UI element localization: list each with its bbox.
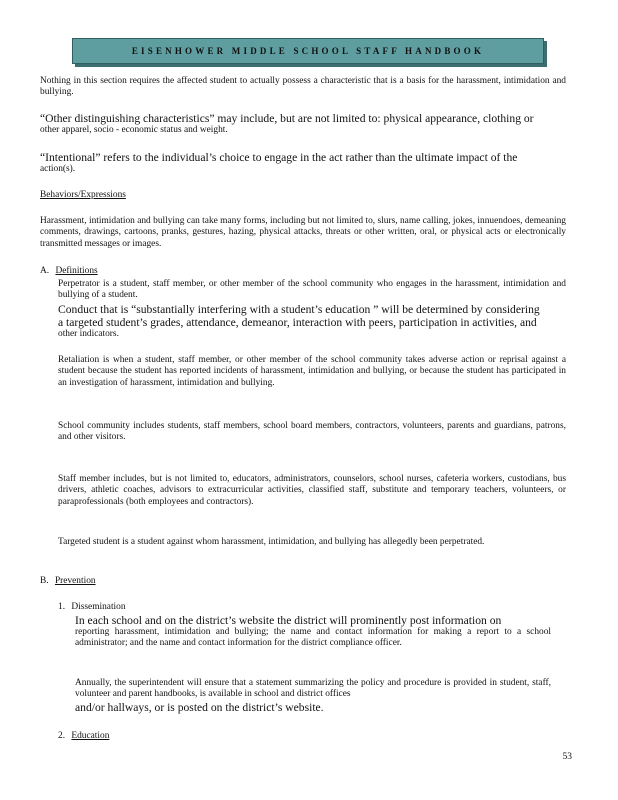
section-b-heading <box>40 576 96 587</box>
intro-paragraph-2 <box>40 112 566 136</box>
targeted-student-definition: Targeted student is a student against whom harassment, intimidation, and bullying has allegedly been perpetrated. <box>58 537 485 547</box>
intro-paragraph-3 <box>40 151 566 175</box>
section-a-title: Definitions <box>55 266 98 276</box>
section-a-heading <box>40 266 98 277</box>
school-community-definition: School community includes students, staff members, school board members, contractors, volunteers, parents and guardians, patrons, and other visitors. <box>58 421 566 443</box>
section-b-title: Prevention <box>54 576 96 586</box>
intro-paragraph-2-tail: other apparel, socio - economic status and weight. <box>40 125 228 135</box>
perpetrator-definition: Perpetrator is a student, staff member, or other member of the school community who engages in the harassment, intimidation and bullying of a student. <box>58 279 566 301</box>
education-title: Education <box>71 731 110 741</box>
conduct-lead-1: Conduct that is “substantially interfering with a student’s education ” will be determined by considering <box>58 303 540 316</box>
staff-member-definition: Staff member includes, but is not limited to, educators, administrators, counselors, school nurses, cafeteria workers, custodians, bus drivers, athletic coaches, advisors to extracurricular activities, classified staff, substitute and temporary teachers, volunteers, or paraprofessionals (both employees and contractors). <box>58 474 566 507</box>
section-b-marker: B. <box>40 576 49 586</box>
section-a-marker: A. <box>40 266 50 276</box>
annual-tail: and/or hallways, or is posted on the district’s website. <box>75 700 324 714</box>
behaviors-heading: Behaviors/Expressions <box>40 190 126 200</box>
intro-paragraph-3-tail: action(s). <box>40 164 76 174</box>
conduct-tail: other indicators. <box>58 329 119 339</box>
annual-text: Annually, the superintendent will ensure that a statement summarizing the policy and procedure is provided in student, staff, volunteer and parent handbooks, is available in school and district offices <box>75 678 551 700</box>
dissemination-title: Dissemination <box>71 602 126 612</box>
intro-paragraph-1: Nothing in this section requires the affected student to actually possess a characteristic that is a basis for the harassment, intimidation and bullying. <box>40 76 566 98</box>
behaviors-paragraph: Harassment, intimidation and bullying can take many forms, including but not limited to, slurs, name calling, jokes, innuendoes, demeaning comments, drawings, cartoons, pranks, gestures, hazing, physical attacks, threats or other written, oral, or physical acts or electronically transmitted messages or images. <box>40 216 566 249</box>
intro-paragraph-3-lead: “Intentional” refers to the individual’s choice to engage in the act rather than the ultimate impact of the <box>40 151 518 164</box>
page-number: 53 <box>562 752 572 762</box>
conduct-definition <box>58 303 566 340</box>
dissemination-lead: In each school and on the district’s website the district will prominently post information on <box>75 614 502 627</box>
intro-paragraph-2-lead: “Other distinguishing characteristics” may include, but are not limited to: physical appearance, clothing or <box>40 112 534 125</box>
item-2-marker: 2. <box>58 731 66 741</box>
item-1-marker: 1. <box>58 602 66 612</box>
retaliation-definition: Retaliation is when a student, staff member, or other member of the school community takes adverse action or reprisal against a student because the student has reported incidents of harassment, intimidation and bullying, or because the student has participated in an investigation of harassment, intimidation and bullying. <box>58 355 566 388</box>
education-heading <box>58 731 109 742</box>
handbook-title: EISENHOWER MIDDLE SCHOOL STAFF HANDBOOK <box>131 46 485 56</box>
handbook-header-banner <box>72 38 544 64</box>
annual-paragraph <box>75 678 551 714</box>
dissemination-paragraph <box>75 614 551 650</box>
conduct-lead-2: a targeted student’s grades, attendance, demeanor, interaction with peers, participation in activities, and <box>58 316 537 329</box>
dissemination-tail: reporting harassment, intimidation and bullying; the name and contact information for making a report to a school administrator; and the name and contact information for the district compliance officer. <box>75 627 551 649</box>
dissemination-heading <box>58 602 126 613</box>
